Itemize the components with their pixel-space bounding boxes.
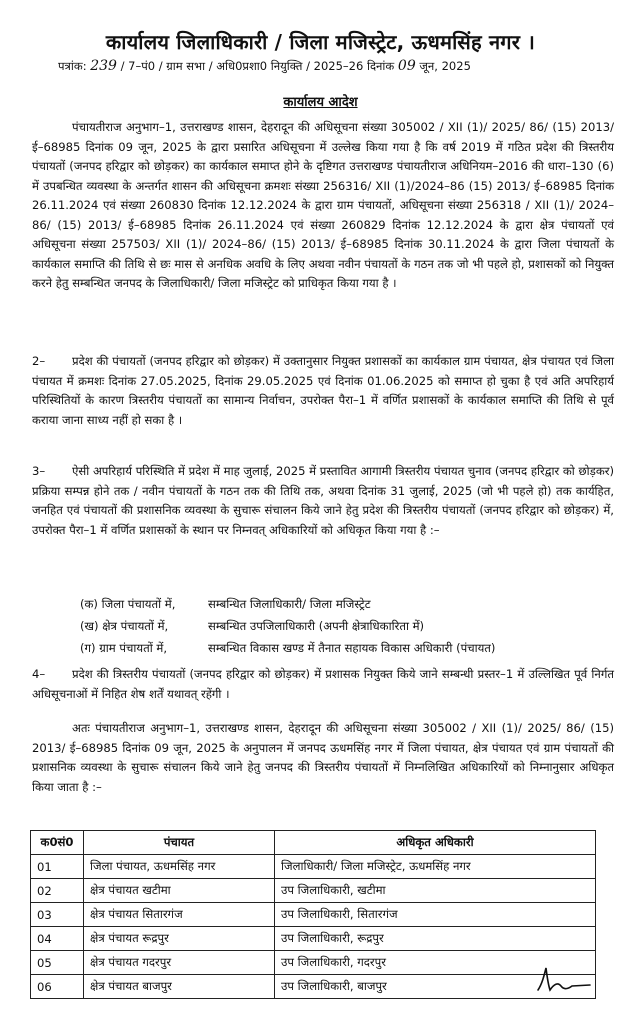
paragraph-5 — [32, 719, 614, 797]
paragraph-4-number: 4– — [32, 667, 46, 681]
table-row — [31, 927, 596, 951]
panchayat-cell: क्षेत्र पंचायत सितारगंज — [84, 903, 275, 927]
table-row — [31, 879, 596, 903]
paragraph-3 — [32, 462, 614, 540]
header-serial: क0सं0 — [31, 831, 84, 855]
serial-cell: 04 — [31, 927, 84, 951]
officer-cell: जिलाधिकारी/ जिला मजिस्ट्रेट, ऊधमसिंह नगर — [275, 855, 596, 879]
paragraph-1 — [32, 118, 614, 294]
panchayat-cell: जिला पंचायत, ऊधमसिंह नगर — [84, 855, 275, 879]
authority-list — [80, 593, 600, 659]
officer-cell: उप जिलाधिकारी, रूद्रपुर — [275, 927, 596, 951]
officer-cell: उप जिलाधिकारी, बाजपुर — [275, 975, 596, 999]
paragraph-5-text: अतः पंचायतीराज अनुभाग–1, उत्तराखण्ड शासन, देहरादून की अधिसूचना संख्या 305002 / XII (1)/ 2025/ 86/ (15) 2013/ ई–68985 दिनांक 09 जून, 2025 के अनुपालन में जनपद ऊधमसिंह नगर में जिला पंचायत, क्षेत्र पंचायत एवं ग्राम पंचायतों की प्रशासनिक व्यवस्था के सुचारू संचालन किये जाने हेतु जनपद की त्रिस्तरीय पंचायतों में निम्नलिखित अधिकारियों को निम्नानुसार अधिकृत किया जाता है :– — [32, 721, 614, 794]
serial-cell: 06 — [31, 975, 84, 999]
panchayat-cell: क्षेत्र पंचायत रूद्रपुर — [84, 927, 275, 951]
table-header-row — [31, 831, 596, 855]
list-item — [80, 637, 600, 659]
list-item-officer: सम्बन्धित विकास खण्ड में तैनात सहायक विकास अधिकारी (पंचायत) — [208, 641, 496, 655]
list-item — [80, 593, 600, 615]
paragraph-3-number: 3– — [32, 464, 46, 478]
table-row — [31, 855, 596, 879]
list-item-label: (ग) ग्राम पंचायतों में, — [80, 641, 168, 655]
table-row — [31, 975, 596, 999]
officers-table — [30, 830, 596, 999]
office-title: कार्यालय जिलाधिकारी / जिला मजिस्ट्रेट, ऊधमसिंह नगर । — [105, 30, 536, 54]
ref-number: 239 — [90, 58, 117, 74]
list-item-label: (ख) क्षेत्र पंचायतों में, — [80, 619, 169, 633]
paragraph-2-number: 2– — [32, 354, 46, 368]
reference-line — [58, 58, 618, 74]
panchayat-cell: क्षेत्र पंचायत बाजपुर — [84, 975, 275, 999]
table-row — [31, 951, 596, 975]
header-officer: अधिकृत अधिकारी — [275, 831, 596, 855]
list-item — [80, 615, 600, 637]
header-panchayat: पंचायत — [84, 831, 275, 855]
paragraph-4 — [32, 665, 614, 704]
serial-cell: 02 — [31, 879, 84, 903]
list-item-officer: सम्बन्धित उपजिलाधिकारी (अपनी क्षेत्राधिकारिता में) — [208, 619, 425, 633]
list-item-officer: सम्बन्धित जिलाधिकारी/ जिला मजिस्ट्रेट — [208, 597, 371, 611]
officer-cell: उप जिलाधिकारी, गदरपुर — [275, 951, 596, 975]
list-item-label: (क) जिला पंचायतों में, — [80, 597, 176, 611]
paragraph-2-text: प्रदेश की पंचायतों (जनपद हरिद्वार को छोड़कर) में उक्तानुसार नियुक्त प्रशासकों का कार्यकाल ग्राम पंचायत, क्षेत्र पंचायत एवं जिला पंचायत में क्रमशः दिनांक 27.05.2025, दिनांक 29.05.2025 एवं दिनांक 01.06.2025 को समाप्त हो चुका है एवं अति अपरिहार्य परिस्थितियों के कारण त्रिस्तरीय पंचायतों का सामान्य निर्वाचन, उपरोक्त पैरा–1 में वर्णित प्रशासकों के कार्यकाल समाप्ति की तिथि से पूर्व कराया जाना साध्य नहीं हो सका है । — [32, 354, 614, 427]
paragraph-4-text: प्रदेश की त्रिस्तरीय पंचायतों (जनपद हरिद्वार को छोड़कर) में प्रशासक नियुक्त किये जाने सम्बन्धी प्रस्तर–1 में उल्लिखित पूर्व निर्गत अधिसूचनाओं में निहित शेष शर्तें यथावत् रहेंगी । — [32, 667, 614, 701]
paragraph-1-text: पंचायतीराज अनुभाग–1, उत्तराखण्ड शासन, देहरादून की अधिसूचना संख्या 305002 / XII (1)/ 2025/ 86/ (15) 2013/ ई–68985 दिनांक 09 जून, 2025 के द्वारा प्रसारित अधिसूचना में उल्लेख किया गया है कि वर्ष 2019 में गठित प्रदेश की त्रिस्तरीय पंचायतों (जनपद हरिद्वार को छोड़कर) का कार्यकाल समाप्त होने के दृष्टिगत उत्तराखण्ड पंचायतीराज अधिनियम–2016 की धारा–130 (6) में उपबन्धित व्यवस्था के अन्तर्गत शासन की अधिसूचना क्रमशः संख्या 256316/ XII (1)/2024–86 (15) 2013/ ई–68985 दिनांक 26.11.2024 एवं संख्या 260830 दिनांक 12.12.2024 के द्वारा ग्राम पंचायतों, अधिसूचना संख्या 256318 / XII (1)/ 2024–86/ (15) 2013/ ई–68985 दिनांक 26.11.2024 एवं संख्या 260829 दिनांक 12.12.2024 के द्वारा क्षेत्र पंचायतों एवं अधिसूचना संख्या 257503/ XII (1)/ 2024–86/ (15) 2013/ ई–68985 दिनांक 30.11.2024 के द्वारा जिला पंचायतों के कार्यकाल समाप्ति की तिथि से छः मास से अनधिक अवधि के लिए अथवा नवीन पंचायतों के गठन तक जो भी पहले हो, प्रशासकों को नियुक्त करने हेतु सम्बन्धित जनपद के जिलाधिकारी/ जिला मजिस्ट्रेट को प्राधिकृत किया गया है । — [32, 120, 614, 290]
ref-prefix: पत्रांक: — [58, 59, 87, 73]
officer-cell: उप जिलाधिकारी, सितारगंज — [275, 903, 596, 927]
officer-cell: उप जिलाधिकारी, खटीमा — [275, 879, 596, 903]
ref-date-rest: जून, 2025 — [419, 59, 471, 73]
order-heading: कार्यालय आदेश — [283, 95, 358, 110]
ref-day: 09 — [397, 58, 416, 74]
panchayat-cell: क्षेत्र पंचायत गदरपुर — [84, 951, 275, 975]
serial-cell: 05 — [31, 951, 84, 975]
signature-mark — [534, 962, 594, 996]
serial-cell: 03 — [31, 903, 84, 927]
paragraph-3-text: ऐसी अपरिहार्य परिस्थिति में प्रदेश में माह जुलाई, 2025 में प्रस्तावित आगामी त्रिस्तरीय पंचायत चुनाव (जनपद हरिद्वार को छोड़कर) प्रक्रिया सम्पन्न होने तक / नवीन पंचायतों के गठन तक की तिथि तक, अथवा दिनांक 31 जुलाई, 2025 (जो भी पहले हो) तक कार्यहित, जनहित एवं पंचायतों की प्रशासनिक व्यवस्था के सुचारू संचालन किये जाने हेतु प्रदेश की त्रिस्तरीय पंचायतों (जनपद हरिद्वार को छोड़कर) में, उपरोक्त पैरा–1 में वर्णित प्रशासकों के स्थान पर निम्नवत् अधिकारियों को अधिकृत किया गया है :– — [32, 464, 614, 537]
ref-details: / 7–पं0 / ग्राम सभा / अधि0प्रशा0 नियुक्ति / 2025–26 दिनांक — [120, 59, 395, 73]
panchayat-cell: क्षेत्र पंचायत खटीमा — [84, 879, 275, 903]
table-row — [31, 903, 596, 927]
serial-cell: 01 — [31, 855, 84, 879]
paragraph-2 — [32, 352, 614, 430]
